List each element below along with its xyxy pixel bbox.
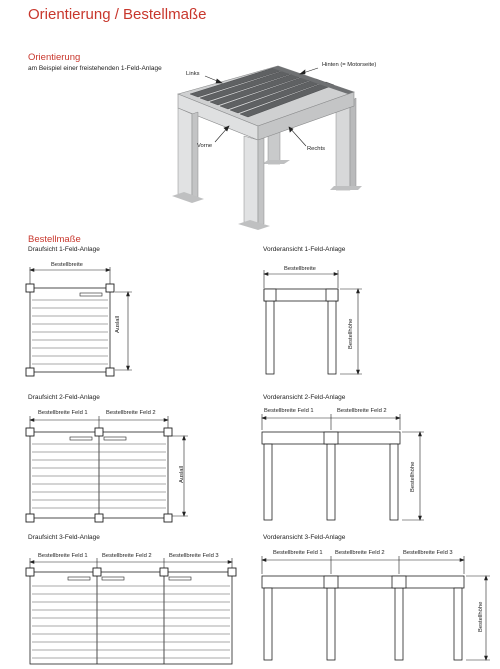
page-title: Orientierung / Bestellmaße [28, 6, 207, 23]
callout-rechts: Rechts [307, 146, 326, 152]
caption-front-3: Vorderansicht 3-Feld-Anlage [263, 534, 346, 541]
top-1-width-label: Bestellbreite [51, 262, 83, 268]
front-view-1-field [258, 258, 378, 388]
top-view-3-field [20, 546, 240, 666]
front-2-field-2-label: Bestellbreite Feld 2 [337, 408, 387, 414]
top-3-field-1-label: Bestellbreite Feld 1 [38, 553, 88, 559]
callout-links: Links [186, 71, 200, 77]
orientation-subtitle: am Beispiel einer freistehenden 1-Feld-Anlage [28, 65, 162, 72]
front-3-field-2-label: Bestellbreite Feld 2 [335, 550, 385, 556]
front-2-height-label: Bestellhöhe [410, 461, 416, 492]
front-3-field-3-label: Bestellbreite Feld 3 [403, 550, 453, 556]
pergola-3d-illustration [0, 0, 500, 240]
orientation-heading: Orientierung [28, 52, 81, 63]
callout-hinten: Hinten (= Motorseite) [322, 62, 377, 68]
front-3-height-label: Bestellhöhe [478, 601, 484, 632]
top-1-depth-label: Auslall [115, 315, 121, 333]
top-2-depth-label: Auslall [179, 465, 185, 483]
caption-front-1: Vorderansicht 1-Feld-Anlage [263, 246, 346, 253]
caption-top-2: Draufsicht 2-Feld-Anlage [28, 394, 100, 401]
caption-front-2: Vorderansicht 2-Feld-Anlage [263, 394, 346, 401]
front-view-3-field [258, 546, 498, 666]
dimensions-heading: Bestellmaße [28, 234, 81, 245]
top-3-field-3-label: Bestellbreite Feld 3 [169, 553, 219, 559]
top-2-field-1-label: Bestellbreite Feld 1 [38, 410, 88, 416]
front-1-width-label: Bestellbreite [284, 266, 316, 272]
top-view-2-field [20, 404, 200, 534]
front-1-height-label: Bestellhöhe [348, 318, 354, 349]
top-3-field-2-label: Bestellbreite Feld 2 [102, 553, 152, 559]
front-3-field-1-label: Bestellbreite Feld 1 [273, 550, 323, 556]
front-2-field-1-label: Bestellbreite Feld 1 [264, 408, 314, 414]
caption-top-3: Draufsicht 3-Feld-Anlage [28, 534, 100, 541]
top-2-field-2-label: Bestellbreite Feld 2 [106, 410, 156, 416]
front-view-2-field [258, 404, 448, 534]
top-view-1-field [20, 258, 160, 388]
callout-vorne: Vorne [197, 143, 213, 149]
caption-top-1: Draufsicht 1-Feld-Anlage [28, 246, 100, 253]
